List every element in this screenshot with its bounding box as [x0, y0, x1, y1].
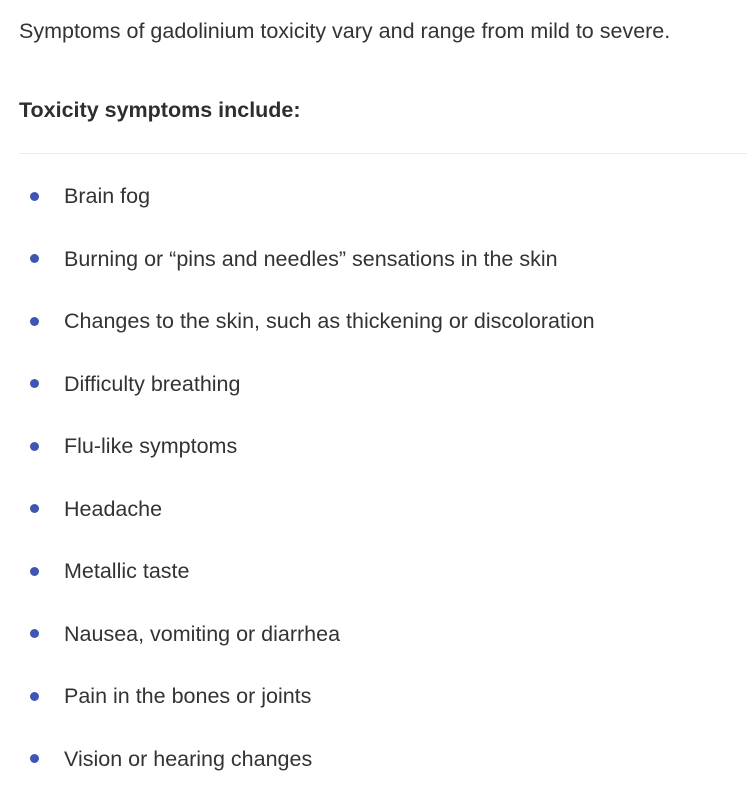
- list-item: [0, 728, 747, 791]
- list-item-text: Difficulty breathing: [64, 371, 241, 396]
- list-item-text: Vision or hearing changes: [64, 746, 313, 771]
- bullet-icon: [30, 317, 39, 326]
- bullet-icon: [30, 504, 39, 513]
- bullet-icon: [30, 442, 39, 451]
- divider: [19, 153, 747, 154]
- list-item-text: Pain in the bones or joints: [64, 684, 312, 709]
- list-item: [0, 540, 747, 603]
- bullet-icon: [30, 254, 39, 263]
- bullet-icon: [30, 754, 39, 763]
- bullet-icon: [30, 379, 39, 388]
- bullet-icon: [30, 192, 39, 201]
- list-item: [0, 603, 747, 666]
- list-item-text: Metallic taste: [64, 559, 190, 584]
- list-item: [0, 290, 747, 353]
- list-item: [0, 165, 747, 228]
- list-item-text: Nausea, vomiting or diarrhea: [64, 621, 341, 646]
- bullet-icon: [30, 692, 39, 701]
- bullet-icon: [30, 567, 39, 576]
- list-item-text: Changes to the skin, such as thickening or discoloration: [64, 309, 595, 334]
- list-item-text: Headache: [64, 496, 163, 521]
- section-heading: Toxicity symptoms include:: [19, 98, 301, 122]
- bullet-icon: [30, 629, 39, 638]
- list-item: [0, 228, 747, 291]
- list-item: [0, 353, 747, 416]
- intro-paragraph: Symptoms of gadolinium toxicity vary and range from mild to severe.: [19, 19, 671, 43]
- symptom-list: [0, 165, 747, 790]
- list-item-text: Flu-like symptoms: [64, 434, 238, 459]
- list-item: [0, 415, 747, 478]
- list-item: [0, 665, 747, 728]
- list-item-text: Burning or “pins and needles” sensations in the skin: [64, 246, 558, 271]
- list-item: [0, 478, 747, 541]
- list-item-text: Brain fog: [64, 184, 151, 209]
